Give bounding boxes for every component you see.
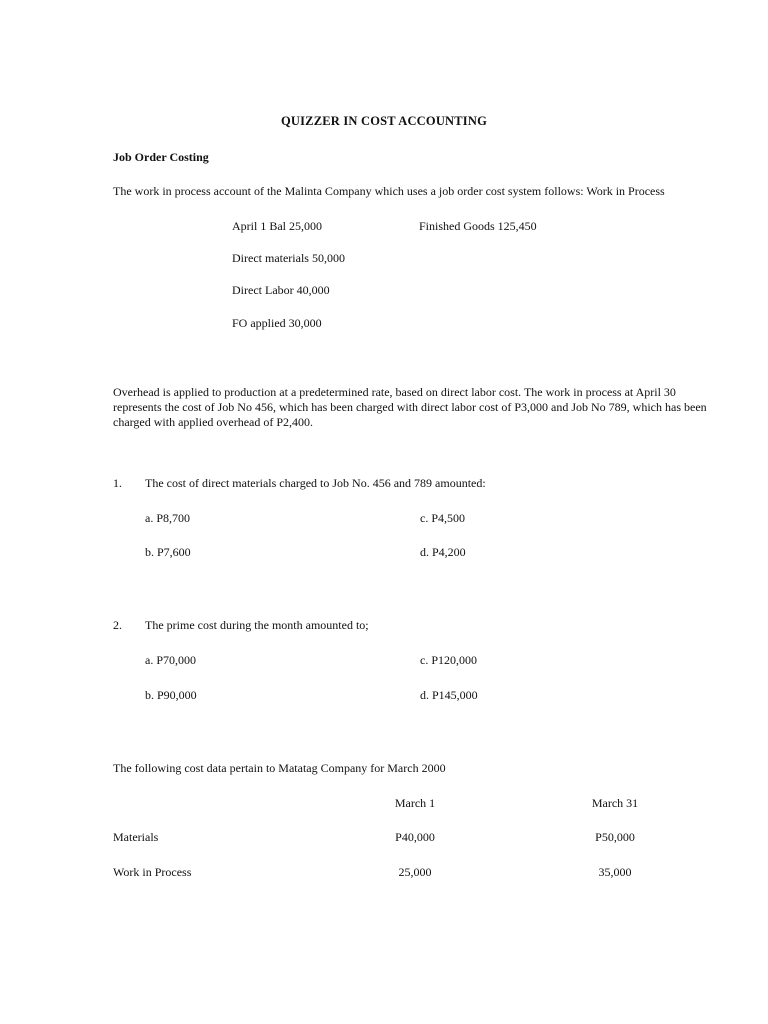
answer-option: d. P4,200 bbox=[420, 545, 466, 559]
wip-debit-entry: Direct materials 50,000 bbox=[232, 251, 345, 265]
cost-data-intro: The following cost data pertain to Matatag Company for March 2000 bbox=[113, 761, 446, 775]
section-heading: Job Order Costing bbox=[113, 150, 209, 164]
answer-option: c. P120,000 bbox=[420, 653, 477, 667]
answer-option: a. P8,700 bbox=[145, 511, 190, 525]
table-row-label: Work in Process bbox=[113, 865, 192, 879]
table-row-label: Materials bbox=[113, 830, 159, 844]
wip-debit-entry: Direct Labor 40,000 bbox=[232, 283, 330, 297]
table-cell: P40,000 bbox=[395, 830, 435, 844]
table-cell: 35,000 bbox=[598, 865, 632, 879]
table-header-cell: March 31 bbox=[591, 796, 639, 810]
question-text: The prime cost during the month amounted to; bbox=[145, 618, 369, 632]
question-number: 2. bbox=[113, 618, 122, 632]
answer-option: d. P145,000 bbox=[420, 688, 478, 702]
table-header-cell: March 1 bbox=[394, 796, 436, 810]
table-cell: 25,000 bbox=[398, 865, 432, 879]
intro-paragraph: The work in process account of the Malinta Company which uses a job order cost system follows: Work in Process bbox=[113, 184, 665, 198]
answer-option: b. P7,600 bbox=[145, 545, 191, 559]
answer-option: a. P70,000 bbox=[145, 653, 196, 667]
table-cell: P50,000 bbox=[595, 830, 635, 844]
answer-option: b. P90,000 bbox=[145, 688, 197, 702]
answer-option: c. P4,500 bbox=[420, 511, 465, 525]
page-title: QUIZZER IN COST ACCOUNTING bbox=[280, 114, 488, 128]
question-text: The cost of direct materials charged to Job No. 456 and 789 amounted: bbox=[145, 476, 486, 490]
overhead-paragraph: Overhead is applied to production at a predetermined rate, based on direct labor cost. The work in process at April 30 represents the cost of Job No 456, which has been charged with direct labor cost of P3,000 and Job No 789, which has been charged with applied overhead of P2,400. bbox=[113, 385, 707, 429]
wip-debit-entry: April 1 Bal 25,000 bbox=[232, 219, 322, 233]
wip-credit-entry: Finished Goods 125,450 bbox=[419, 219, 537, 233]
wip-debit-entry: FO applied 30,000 bbox=[232, 316, 322, 330]
question-number: 1. bbox=[113, 476, 122, 490]
